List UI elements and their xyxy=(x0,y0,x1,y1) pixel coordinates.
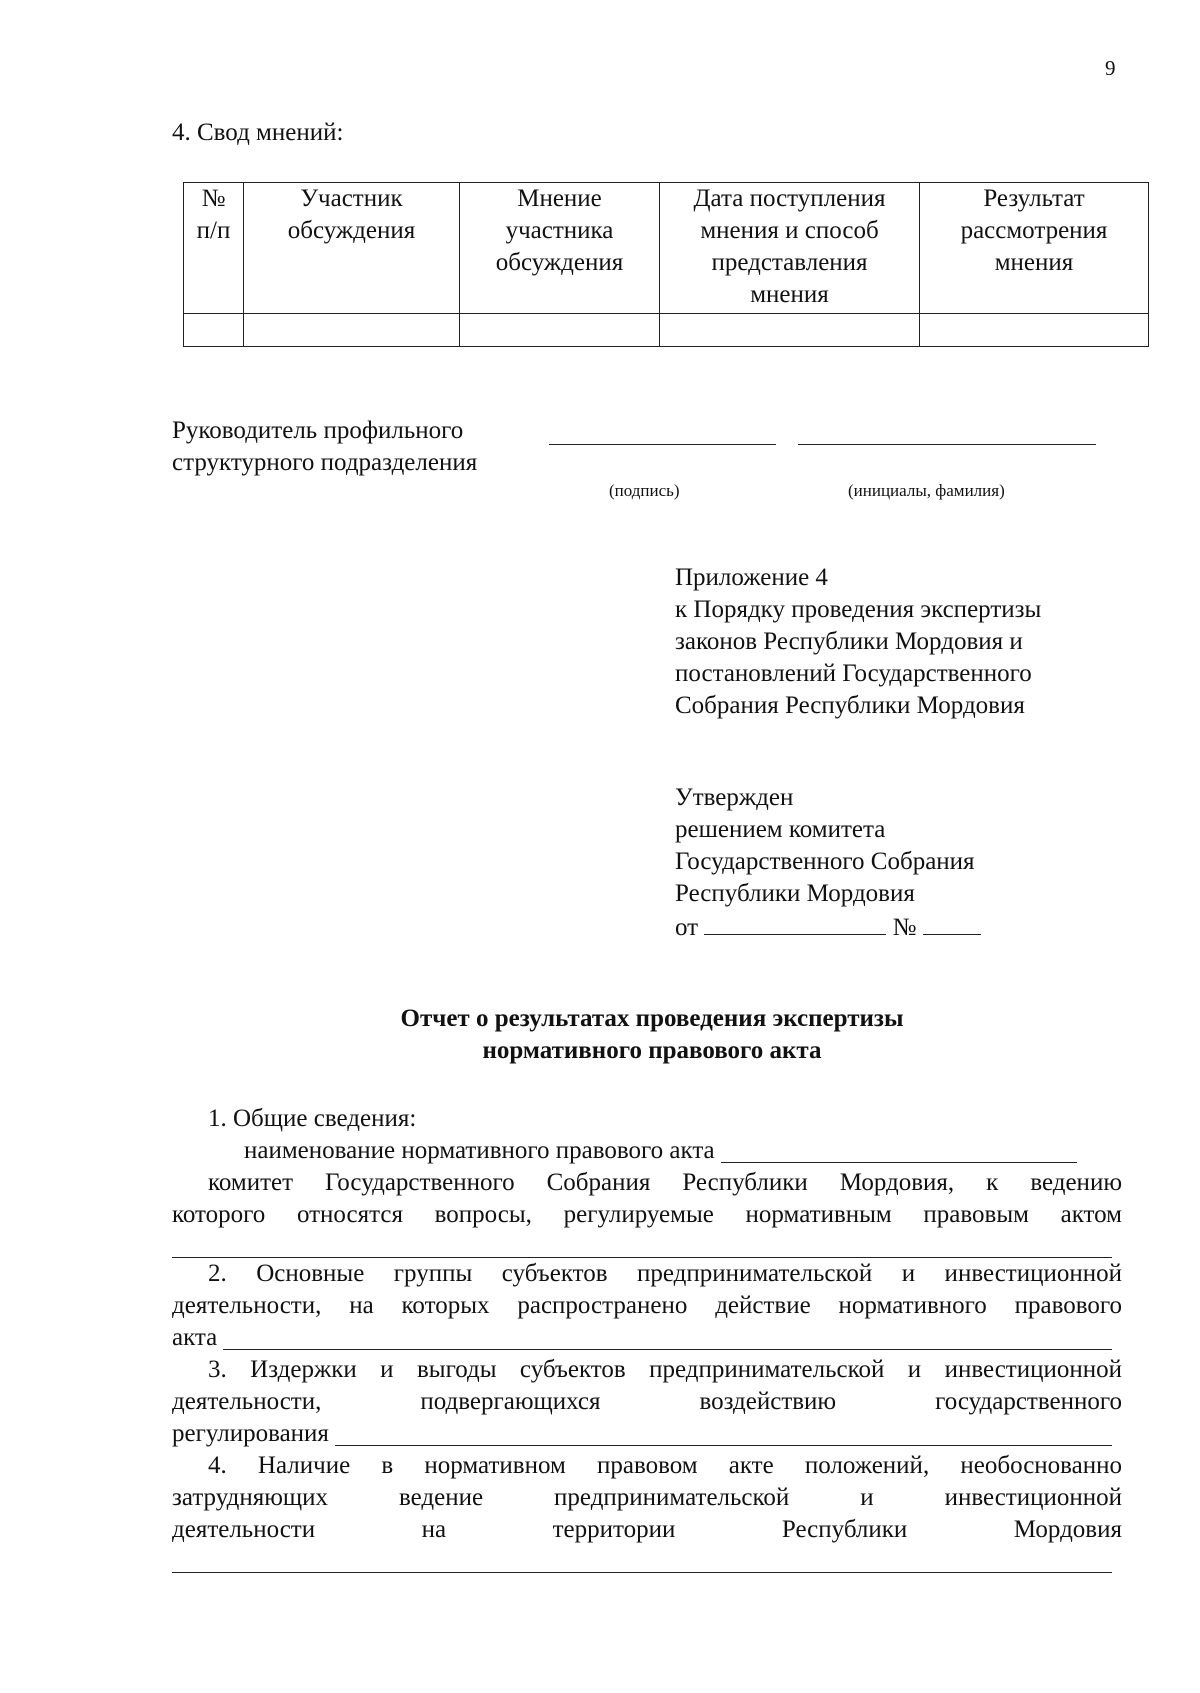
act-name-row: наименование нормативного правового акта xyxy=(172,1135,1122,1167)
header-cell-date: Дата поступления мнения и способ представления мнения xyxy=(660,183,920,314)
header-cell-participant: Участник обсуждения xyxy=(244,183,460,314)
header-cell-opinion: Мнение участника обсуждения xyxy=(460,183,660,314)
signature-label: Руководитель профильного структурного подразделения xyxy=(172,417,478,476)
report-body: 1. Общие сведения: наименование нормативного правового акта комитет Государственного Собрания Республики Мордовия, к ведению которого относятся вопросы, регулируемые нормативным правовым актом 2. Основные группы субъектов предпринимательской и инвестиционной деятельности, на которых распространено действие нормативного правового акта 3. Издержки и выгоды субъектов предпринимательской и инвестиционной деятельности, подвергающихся воздействию государственного регулирования 4. Наличие в нормативном правовом акте положений, необоснованно затрудняющих ведение предпринимательской и инвестиционной деятельности на территории Республики Мордовия xyxy=(172,1103,1122,1573)
table-cell xyxy=(920,314,1149,347)
date-blank xyxy=(704,910,886,935)
number-blank xyxy=(923,910,981,935)
act-name-blank xyxy=(721,1136,1077,1163)
table-cell xyxy=(184,314,244,347)
appendix-block: Приложение 4 к Порядку проведения экспертизы законов Республики Мордовия и постановлений Государственного Собрания Республики Мордовия xyxy=(675,564,1042,719)
page-number: 9 xyxy=(1105,56,1116,80)
committee-blank xyxy=(172,1231,1112,1258)
approval-date-line: от № xyxy=(675,910,981,944)
table-cell xyxy=(660,314,920,347)
section-2-blank xyxy=(223,1323,1112,1350)
header-cell-result: Результат рассмотрения мнения xyxy=(920,183,1149,314)
section-1-title: 1. Общие сведения: xyxy=(208,1105,417,1132)
section-3-row: регулирования xyxy=(172,1418,1112,1450)
signature-caption: (подпись) xyxy=(609,481,680,500)
approval-block: Утвержден решением комитета Государственного Собрания Республики Мордовия от № xyxy=(675,782,981,944)
header-cell-number: № п/п xyxy=(184,183,244,314)
opinions-table xyxy=(183,182,1149,347)
section-3-blank xyxy=(335,1419,1112,1446)
table-cell xyxy=(460,314,660,347)
table-header-row xyxy=(184,183,1149,314)
section-title: 4. Свод мнений: xyxy=(172,119,344,146)
table-row xyxy=(184,314,1149,347)
signature-line xyxy=(549,444,776,445)
section-4-blank xyxy=(172,1546,1112,1573)
table-cell xyxy=(244,314,460,347)
section-2-row: акта xyxy=(172,1322,1112,1354)
name-caption: (инициалы, фамилия) xyxy=(848,481,1005,500)
name-line xyxy=(798,444,1096,445)
report-title: Отчет о результатах проведения экспертизы нормативного правового акта xyxy=(400,1005,904,1064)
